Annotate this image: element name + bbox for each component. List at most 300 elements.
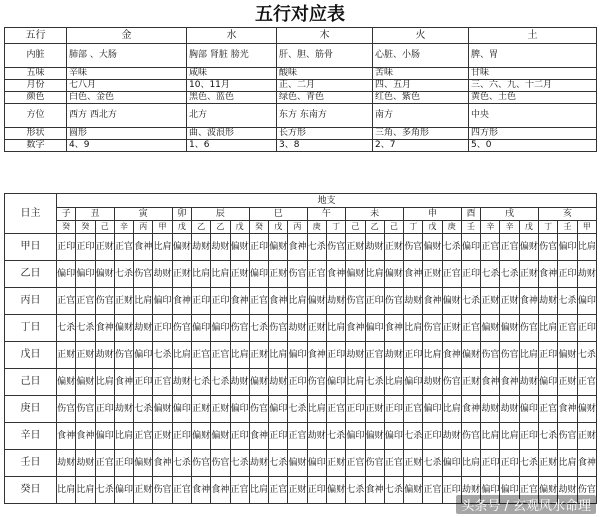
dizhi-cell: 辰 [191, 208, 249, 221]
ten-god-cell: 食神 [326, 261, 345, 288]
ten-god-cell: 劫财 [230, 369, 249, 396]
ten-god-cell: 食神 [211, 477, 230, 504]
ten-god-cell: 正财 [384, 234, 403, 261]
ten-god-cell: 偏财 [346, 261, 365, 288]
ten-god-cell: 比肩 [57, 477, 76, 504]
ten-god-cell: 劫财 [172, 369, 191, 396]
ten-god-cell: 伤官 [57, 396, 76, 423]
ten-god-cell: 劫财 [384, 342, 403, 369]
ten-god-cell: 劫财 [558, 477, 577, 504]
ten-god-cell: 偏财 [134, 450, 153, 477]
ten-god-cell: 食神 [423, 288, 442, 315]
wuxing-row-label: 方位 [5, 104, 67, 128]
ten-god-cell: 七杀 [577, 342, 596, 369]
ten-god-cell: 比肩 [481, 423, 500, 450]
day-stem-label: 庚日 [5, 396, 57, 423]
canggan-cell: 戊 [230, 221, 249, 234]
wuxing-cell: 中央 [469, 104, 597, 128]
wuxing-row [5, 44, 597, 68]
ten-god-cell: 伤官 [211, 450, 230, 477]
wuxing-header-cell: 火 [373, 28, 469, 44]
ten-god-cell: 偏印 [442, 450, 461, 477]
ten-god-cell: 偏印 [269, 396, 288, 423]
wuxing-header-cell: 五行 [5, 28, 67, 44]
day-stem-row [5, 288, 597, 315]
ten-god-cell: 正印 [307, 477, 326, 504]
ten-god-cell: 比肩 [249, 477, 268, 504]
wuxing-row [5, 104, 597, 128]
wuxing-cell: 肺部 、大肠 [67, 44, 187, 68]
wuxing-row-label: 形状 [5, 128, 67, 140]
wuxing-row [5, 80, 597, 92]
ten-god-cell: 劫财 [404, 288, 423, 315]
canggan-cell: 辛 [481, 221, 500, 234]
ten-god-cell: 食神 [269, 288, 288, 315]
ten-god-cell: 劫财 [76, 450, 95, 477]
shishen-title-row [5, 194, 597, 208]
ten-god-cell: 正印 [461, 261, 480, 288]
ten-god-cell: 正官 [461, 315, 480, 342]
wuxing-row-label: 内脏 [5, 44, 67, 68]
wuxing-cell: 曲、波浪形 [187, 128, 277, 140]
wuxing-cell: 南方 [373, 104, 469, 128]
ten-god-cell: 食神 [404, 261, 423, 288]
ten-god-cell: 劫财 [269, 369, 288, 396]
canggan-row [5, 221, 597, 234]
ten-god-cell: 偏印 [57, 261, 76, 288]
ten-god-cell: 伤官 [114, 342, 133, 369]
canggan-cell: 壬 [461, 221, 480, 234]
ten-god-cell: 正印 [134, 369, 153, 396]
ten-god-cell: 正印 [76, 234, 95, 261]
ten-god-cell: 比肩 [539, 315, 558, 342]
ten-god-cell: 偏财 [191, 423, 210, 450]
day-stem-label: 戊日 [5, 342, 57, 369]
ten-god-cell: 比肩 [461, 450, 480, 477]
ten-god-cell: 食神 [76, 423, 95, 450]
ten-god-cell: 正官 [519, 477, 538, 504]
ten-god-cell: 食神 [95, 315, 114, 342]
ten-god-cell: 正印 [57, 234, 76, 261]
ten-god-cell: 七杀 [481, 261, 500, 288]
wuxing-cell: 正、二月 [277, 80, 373, 92]
ten-god-cell: 正官 [558, 315, 577, 342]
dizhi-cell: 戌 [481, 208, 539, 221]
ten-god-cell: 劫财 [500, 396, 519, 423]
ten-god-cell: 正印 [365, 288, 384, 315]
ten-god-cell: 正印 [230, 423, 249, 450]
ten-god-cell: 正印 [519, 423, 538, 450]
ten-god-cell: 正官 [114, 234, 133, 261]
ten-god-cell: 偏财 [539, 477, 558, 504]
ten-god-cell: 伤官 [326, 234, 345, 261]
ten-god-cell: 正官 [365, 342, 384, 369]
wuxing-row [5, 92, 597, 104]
wuxing-row-label: 五味 [5, 68, 67, 80]
ten-god-cell: 正印 [404, 342, 423, 369]
canggan-cell: 己 [384, 221, 403, 234]
ten-god-cell: 正印 [211, 288, 230, 315]
ten-god-cell: 伤官 [191, 450, 210, 477]
day-stem-label: 辛日 [5, 423, 57, 450]
ten-god-cell: 正印 [384, 396, 403, 423]
ten-god-cell: 劫财 [57, 450, 76, 477]
wuxing-row [5, 140, 597, 152]
ten-god-cell: 食神 [230, 288, 249, 315]
ten-god-cell: 七杀 [249, 315, 268, 342]
ten-god-cell: 七杀 [57, 315, 76, 342]
ten-god-cell: 偏财 [153, 396, 172, 423]
ten-god-cell: 正官 [249, 288, 268, 315]
ten-god-cell: 正财 [404, 450, 423, 477]
ten-god-cell: 正财 [461, 369, 480, 396]
ten-god-cell: 偏财 [249, 369, 268, 396]
ten-god-cell: 正印 [153, 315, 172, 342]
ten-god-cell: 正印 [269, 423, 288, 450]
ten-god-cell: 比肩 [519, 342, 538, 369]
canggan-cell: 甲 [577, 221, 596, 234]
dizhi-cell: 未 [346, 208, 404, 221]
ten-god-cell: 正印 [539, 342, 558, 369]
ten-god-cell: 七杀 [519, 450, 538, 477]
ten-god-cell: 劫财 [519, 369, 538, 396]
ten-god-cell: 正财 [57, 342, 76, 369]
ten-god-cell: 食神 [461, 396, 480, 423]
day-stem-label: 甲日 [5, 234, 57, 261]
ten-god-cell: 七杀 [269, 450, 288, 477]
ten-god-cell: 食神 [539, 261, 558, 288]
ten-god-cell: 食神 [442, 342, 461, 369]
ten-god-cell: 伤官 [500, 342, 519, 369]
ten-god-cell: 正官 [288, 423, 307, 450]
ten-god-cell: 伤官 [384, 288, 403, 315]
wuxing-header-cell: 木 [277, 28, 373, 44]
ten-god-cell: 七杀 [307, 234, 326, 261]
ten-god-cell: 伤官 [519, 315, 538, 342]
ten-god-cell: 劫财 [461, 477, 480, 504]
ten-god-cell: 伤官 [76, 396, 95, 423]
dizhi-cell: 子 [57, 208, 76, 221]
ten-god-cell: 劫财 [307, 423, 326, 450]
ten-god-cell: 劫财 [481, 396, 500, 423]
wuxing-cell: 3、8 [277, 140, 373, 152]
ten-god-cell: 劫财 [134, 315, 153, 342]
ten-god-cell: 偏财 [423, 234, 442, 261]
ten-god-cell: 偏财 [384, 261, 403, 288]
wuxing-cell: 心脏、小肠 [373, 44, 469, 68]
canggan-cell: 壬 [558, 221, 577, 234]
canggan-cell: 戊 [172, 221, 191, 234]
ten-god-cell: 正官 [57, 288, 76, 315]
ten-god-cell: 正财 [442, 315, 461, 342]
ten-god-cell: 食神 [288, 234, 307, 261]
wuxing-cell: 10、11月 [187, 80, 277, 92]
wuxing-cell: 三角、多角形 [373, 128, 469, 140]
ten-god-cell: 正官 [269, 477, 288, 504]
ten-god-cell: 偏财 [95, 261, 114, 288]
wuxing-row-label: 颜色 [5, 92, 67, 104]
ten-god-cell: 正印 [249, 234, 268, 261]
ten-god-cell: 正财 [288, 477, 307, 504]
ten-god-cell: 偏财 [114, 315, 133, 342]
wuxing-cell: 长方形 [277, 128, 373, 140]
ten-god-cell: 偏财 [461, 342, 480, 369]
wuxing-correspondence-table [4, 27, 597, 152]
day-stem-row [5, 315, 597, 342]
ten-god-cell: 正官 [211, 342, 230, 369]
day-stem-label: 乙日 [5, 261, 57, 288]
ten-god-cell: 偏印 [577, 288, 596, 315]
ten-gods-table [4, 193, 597, 504]
ten-god-cell: 偏印 [365, 315, 384, 342]
ten-god-cell: 比肩 [153, 234, 172, 261]
dizhi-cell: 卯 [172, 208, 191, 221]
ten-god-cell: 七杀 [211, 369, 230, 396]
ten-god-cell: 伤官 [153, 477, 172, 504]
dizhi-cell: 寅 [114, 208, 172, 221]
ten-god-cell: 正官 [481, 234, 500, 261]
ten-god-cell: 偏印 [423, 396, 442, 423]
ten-god-cell: 正印 [326, 342, 345, 369]
ten-god-cell: 正财 [211, 396, 230, 423]
ten-god-cell: 正财 [307, 315, 326, 342]
canggan-cell: 庚 [442, 221, 461, 234]
ten-god-cell: 伤官 [172, 315, 191, 342]
ten-god-cell: 正官 [384, 450, 403, 477]
ten-god-cell: 七杀 [76, 315, 95, 342]
wuxing-cell: 四方形 [469, 128, 597, 140]
wuxing-cell: 肝、胆、筋骨 [277, 44, 373, 68]
canggan-cell: 庚 [307, 221, 326, 234]
ten-god-cell: 偏财 [76, 369, 95, 396]
dizhi-cell: 午 [307, 208, 346, 221]
ten-god-cell: 比肩 [134, 288, 153, 315]
wuxing-cell: 胸部 肾脏 膀光 [187, 44, 277, 68]
day-stem-label: 己日 [5, 369, 57, 396]
ten-god-cell: 正财 [191, 396, 210, 423]
ten-god-cell: 食神 [153, 450, 172, 477]
ten-god-cell: 食神 [500, 369, 519, 396]
canggan-cell: 己 [95, 221, 114, 234]
ten-god-cell: 正印 [481, 450, 500, 477]
ten-god-cell: 偏印 [384, 423, 403, 450]
ten-god-cell: 劫财 [442, 423, 461, 450]
day-stem-row [5, 450, 597, 477]
ten-god-cell: 偏财 [500, 315, 519, 342]
ten-god-cell: 劫财 [326, 288, 345, 315]
ten-god-cell: 偏财 [172, 234, 191, 261]
day-stem-row [5, 261, 597, 288]
ten-god-cell: 七杀 [539, 423, 558, 450]
ten-god-cell: 比肩 [307, 396, 326, 423]
ten-god-cell: 正财 [269, 261, 288, 288]
wuxing-cell: 脾、胃 [469, 44, 597, 68]
ten-god-cell: 比肩 [76, 477, 95, 504]
ten-god-cell: 食神 [307, 342, 326, 369]
day-stem-row [5, 369, 597, 396]
ten-god-cell: 比肩 [442, 396, 461, 423]
ten-god-cell: 比肩 [346, 369, 365, 396]
ten-god-cell: 劫财 [423, 369, 442, 396]
ten-god-cell: 比肩 [114, 423, 133, 450]
ten-god-cell: 正印 [114, 450, 133, 477]
ten-god-cell: 偏印 [326, 369, 345, 396]
ten-god-cell: 正财 [481, 288, 500, 315]
ten-god-cell: 比肩 [230, 342, 249, 369]
wuxing-cell: 4、9 [67, 140, 187, 152]
wuxing-cell: 黄色、土色 [469, 92, 597, 104]
ten-god-cell: 劫财 [365, 234, 384, 261]
ten-god-cell: 正财 [326, 450, 345, 477]
ten-god-cell: 正财 [153, 423, 172, 450]
dizhi-label: 地支 [57, 194, 597, 208]
wuxing-cell: 四、五月 [373, 80, 469, 92]
ten-god-cell: 偏印 [172, 396, 191, 423]
canggan-cell: 丁 [326, 221, 345, 234]
day-stem-label: 壬日 [5, 450, 57, 477]
ten-god-cell: 偏财 [365, 423, 384, 450]
wuxing-cell: 甘味 [469, 68, 597, 80]
ten-god-cell: 偏财 [57, 369, 76, 396]
ten-god-cell: 偏印 [500, 477, 519, 504]
ten-god-cell: 比肩 [269, 342, 288, 369]
canggan-cell: 戊 [519, 221, 538, 234]
ten-god-cell: 正官 [423, 477, 442, 504]
ten-god-cell: 偏财 [211, 423, 230, 450]
ten-god-cell: 偏印 [404, 369, 423, 396]
wuxing-cell: 七八月 [67, 80, 187, 92]
ten-god-cell: 正财 [172, 261, 191, 288]
ten-god-cell: 食神 [172, 288, 191, 315]
ten-god-cell: 正印 [577, 315, 596, 342]
ten-god-cell: 劫财 [95, 342, 114, 369]
ten-god-cell: 正官 [346, 450, 365, 477]
wuxing-cell: 圆形 [67, 128, 187, 140]
ten-god-cell: 正财 [134, 477, 153, 504]
ten-god-cell: 伤官 [134, 261, 153, 288]
ten-god-cell: 比肩 [326, 315, 345, 342]
wuxing-cell: 2、7 [373, 140, 469, 152]
wuxing-cell: 白色、金色 [67, 92, 187, 104]
ten-god-cell: 食神 [249, 423, 268, 450]
wuxing-cell: 三、六、九、十二月 [469, 80, 597, 92]
ten-god-cell: 七杀 [461, 288, 480, 315]
ten-god-cell: 正印 [423, 423, 442, 450]
ten-god-cell: 伤官 [269, 315, 288, 342]
dizhi-cell: 酉 [461, 208, 480, 221]
ten-god-cell: 正官 [326, 396, 345, 423]
ten-god-cell: 正官 [153, 369, 172, 396]
canggan-cell: 乙 [365, 221, 384, 234]
ten-god-cell: 食神 [481, 369, 500, 396]
ten-god-cell: 比肩 [191, 261, 210, 288]
ten-god-cell: 七杀 [326, 423, 345, 450]
wuxing-row-label: 数字 [5, 140, 67, 152]
ten-god-cell: 七杀 [423, 450, 442, 477]
canggan-cell: 辛 [500, 221, 519, 234]
wuxing-header-row [5, 28, 597, 44]
day-stem-label: 丁日 [5, 315, 57, 342]
ten-god-cell: 偏印 [249, 261, 268, 288]
ten-god-cell: 比肩 [95, 369, 114, 396]
dizhi-cell: 巳 [249, 208, 307, 221]
ten-god-cell: 食神 [384, 315, 403, 342]
ten-god-cell: 偏财 [442, 288, 461, 315]
wuxing-cell: 西方 西北方 [67, 104, 187, 128]
wuxing-cell: 东方 东南方 [277, 104, 373, 128]
wuxing-cell: 1、6 [187, 140, 277, 152]
ten-god-cell: 偏财 [288, 450, 307, 477]
ten-god-cell: 食神 [558, 396, 577, 423]
ten-god-cell: 正财 [577, 423, 596, 450]
ten-god-cell: 偏印 [519, 396, 538, 423]
canggan-cell: 癸 [57, 221, 76, 234]
ten-god-cell: 正印 [191, 288, 210, 315]
ten-god-cell: 偏财 [577, 396, 596, 423]
wuxing-cell: 绿色、青色 [277, 92, 373, 104]
ten-god-cell: 偏印 [230, 396, 249, 423]
ten-god-cell: 偏财 [558, 342, 577, 369]
ten-god-cell: 七杀 [134, 396, 153, 423]
canggan-cell: 丁 [404, 221, 423, 234]
ten-god-cell: 七杀 [95, 477, 114, 504]
ten-god-cell: 正财 [230, 261, 249, 288]
ten-god-cell: 伤官 [481, 342, 500, 369]
page-title: 五行对应表 [255, 4, 345, 25]
ten-god-cell: 比肩 [423, 342, 442, 369]
ten-god-cell: 正印 [442, 477, 461, 504]
ten-god-cell: 偏财 [404, 477, 423, 504]
ten-god-cell: 偏财 [307, 288, 326, 315]
ten-god-cell: 比肩 [172, 342, 191, 369]
ten-god-cell: 七杀 [365, 369, 384, 396]
canggan-cell: 己 [346, 221, 365, 234]
wuxing-header-cell: 土 [469, 28, 597, 44]
ten-god-cell: 七杀 [153, 342, 172, 369]
ten-god-cell: 食神 [57, 423, 76, 450]
ten-god-cell: 食神 [346, 315, 365, 342]
wuxing-cell: 酸味 [277, 68, 373, 80]
canggan-cell: 乙 [211, 221, 230, 234]
ten-god-cell: 比肩 [404, 315, 423, 342]
ten-god-cell: 正官 [76, 288, 95, 315]
ten-god-cell: 食神 [114, 369, 133, 396]
ten-god-cell: 比肩 [288, 288, 307, 315]
ten-god-cell: 正财 [365, 396, 384, 423]
ten-god-cell: 正印 [346, 396, 365, 423]
ten-god-cell: 七杀 [191, 369, 210, 396]
ten-god-cell: 偏印 [307, 450, 326, 477]
day-stem-row [5, 234, 597, 261]
ten-god-cell: 伤官 [365, 450, 384, 477]
ten-god-cell: 比肩 [558, 450, 577, 477]
dizhi-row [5, 208, 597, 221]
ten-god-cell: 正财 [500, 288, 519, 315]
ten-god-cell: 偏财 [519, 234, 538, 261]
wuxing-cell: 5、0 [469, 140, 597, 152]
ten-god-cell: 正财 [114, 288, 133, 315]
ten-god-cell: 偏印 [481, 477, 500, 504]
ten-god-cell: 食神 [519, 288, 538, 315]
ten-god-cell: 偏印 [288, 342, 307, 369]
ten-god-cell: 伤官 [404, 234, 423, 261]
ten-god-cell: 比肩 [365, 261, 384, 288]
ten-god-cell: 伤官 [442, 369, 461, 396]
ten-god-cell: 七杀 [384, 477, 403, 504]
ten-god-cell: 偏印 [76, 261, 95, 288]
day-stem-label: 丙日 [5, 288, 57, 315]
ten-god-cell: 劫财 [153, 261, 172, 288]
